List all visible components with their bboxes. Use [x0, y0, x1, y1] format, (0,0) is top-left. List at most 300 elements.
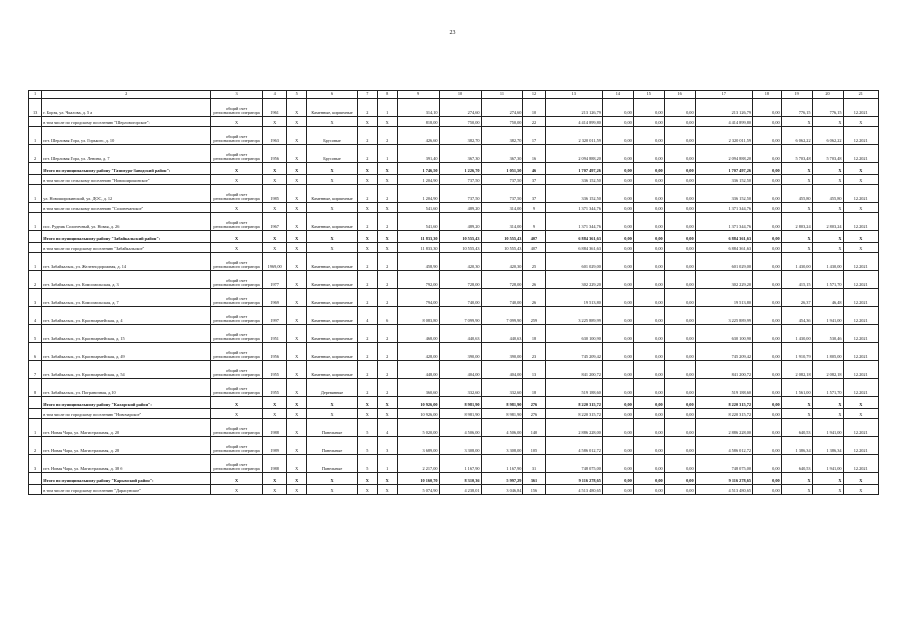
table-cell: 0,00 [753, 419, 782, 437]
table-cell: X [211, 397, 263, 409]
table-cell: X [357, 243, 377, 253]
table-cell: X [287, 145, 307, 163]
table-cell: X [287, 99, 307, 117]
table-cell: 5 [357, 437, 377, 455]
table-cell: X [287, 231, 307, 243]
table-cell: 750,00 [481, 117, 523, 127]
table-cell: 10 [523, 99, 545, 117]
table-cell: Каменные, кирпичные [307, 289, 358, 307]
table-cell: 489,20 [439, 203, 481, 213]
table-cell: 0,00 [633, 213, 664, 231]
table-cell: X [812, 231, 843, 243]
subtotal-row [29, 243, 879, 253]
table-cell: X [377, 163, 397, 175]
table-cell: 4 513 480,65 [545, 485, 602, 495]
table-cell: общий счет регионального оператора [211, 361, 263, 379]
table-cell: 0,00 [633, 473, 664, 485]
table-cell: ул. Новоширокинский, ул. ДОС, д. 12 [42, 185, 211, 203]
table-cell: 8 220 315,72 [695, 409, 752, 419]
total-row [29, 397, 879, 409]
table-cell: X [357, 175, 377, 185]
table-cell: 0,00 [633, 117, 664, 127]
table-cell: 2 803,24 [812, 213, 843, 231]
table-cell: X [211, 231, 263, 243]
table-cell: 13 [29, 99, 42, 117]
table-cell: 2 082,18 [781, 361, 812, 379]
table-cell: 1988 [263, 455, 287, 473]
table-cell: 22 [523, 117, 545, 127]
table-cell: 0,00 [602, 307, 633, 325]
table-cell: X [781, 243, 812, 253]
table-row [29, 145, 879, 163]
table-cell: 630 100,90 [545, 325, 602, 343]
table-cell: 9 [523, 203, 545, 213]
table-cell: X [357, 231, 377, 243]
table-cell: 12.2021 [843, 325, 879, 343]
table-cell: пгт. Забайкальск, ул. Красноармейская, д. 49 [42, 343, 211, 361]
table-cell: Брусовые [307, 127, 358, 145]
table-cell: 0,00 [664, 379, 695, 397]
table-cell: 737,50 [481, 185, 523, 203]
table-cell: 0,00 [753, 213, 782, 231]
table-row [29, 361, 879, 379]
table-cell: X [843, 117, 879, 127]
column-number-cell: 2 [42, 91, 211, 99]
table-cell: 314,10 [397, 99, 439, 117]
table-cell: 1951 [263, 325, 287, 343]
table-cell: 259 [523, 307, 545, 325]
table-cell: 3 [29, 455, 42, 473]
table-cell: 12.2021 [843, 437, 879, 455]
table-cell: 10 926,00 [397, 397, 439, 409]
table-cell: общий счет регионального оператора [211, 127, 263, 145]
table-cell: 1956 [263, 343, 287, 361]
table-cell: 407 [523, 243, 545, 253]
table-cell: 0,00 [633, 397, 664, 409]
table-cell: 0,00 [664, 243, 695, 253]
table-cell: X [812, 409, 843, 419]
table-cell: X [377, 203, 397, 213]
table-cell: 2 320 011,59 [545, 127, 602, 145]
table-cell: 0,00 [633, 379, 664, 397]
table-cell: 5 [357, 419, 377, 437]
table-row [29, 343, 879, 361]
table-cell: 274,60 [481, 99, 523, 117]
table-cell: 0,00 [753, 473, 782, 485]
table-cell: 2 [377, 325, 397, 343]
table-cell: 10 555,43 [439, 243, 481, 253]
table-cell: пгт. Забайкальск, ул. Железнодорожная, д. 14 [42, 253, 211, 271]
table-cell: X [211, 409, 263, 419]
table-cell: 0,00 [602, 117, 633, 127]
table-cell: 1 051,50 [481, 163, 523, 175]
table-row [29, 455, 879, 473]
table-cell: 213 126,79 [695, 99, 752, 117]
table-cell: 0,00 [633, 343, 664, 361]
table-cell: X [211, 175, 263, 185]
table-cell: 0,00 [633, 437, 664, 455]
table-cell: X [377, 117, 397, 127]
table-cell: 415,15 [781, 271, 812, 289]
table-cell [29, 203, 42, 213]
table-cell: пгт. Забайкальск, ул. Красноармейская, д. 54 [42, 361, 211, 379]
table-cell: X [377, 473, 397, 485]
table-cell: 0,00 [753, 127, 782, 145]
table-cell: X [263, 473, 287, 485]
table-cell: 1977 [263, 271, 287, 289]
table-cell: Панельные [307, 437, 358, 455]
table-cell: 601 029,00 [545, 253, 602, 271]
table-cell: 2 [357, 99, 377, 117]
table-cell: 2 082,18 [812, 361, 843, 379]
table-cell: 0,00 [633, 185, 664, 203]
table-cell: 16 [523, 145, 545, 163]
table-cell: пгт. Новая Чара, ул. Магистральная, д. 38 б [42, 455, 211, 473]
table-cell: 2 [377, 379, 397, 397]
table-cell: 1 [29, 213, 42, 231]
table-cell: X [287, 437, 307, 455]
table-cell: 519 188,60 [695, 379, 752, 397]
table-cell: X [357, 203, 377, 213]
table-cell: 314,00 [481, 213, 523, 231]
table-cell: 274,60 [439, 99, 481, 117]
table-cell: 8 981,90 [439, 397, 481, 409]
table-cell: 5 [29, 325, 42, 343]
table-cell: 0,00 [633, 325, 664, 343]
table-cell: 0,00 [602, 437, 633, 455]
table-cell: 440,63 [481, 325, 523, 343]
table-cell: 4 414 899,80 [545, 117, 602, 127]
table-cell [29, 117, 42, 127]
table-cell: 818,00 [397, 117, 439, 127]
table-cell: X [263, 409, 287, 419]
table-cell: 1 571,70 [812, 271, 843, 289]
column-number-cell: 16 [664, 91, 695, 99]
table-cell: 19 513,80 [545, 289, 602, 307]
table-cell: 0,00 [602, 213, 633, 231]
table-cell: 1 746,50 [397, 163, 439, 175]
table-cell: X [287, 213, 307, 231]
column-number-cell: 14 [602, 91, 633, 99]
table-cell: 601 029,00 [695, 253, 752, 271]
table-cell: 6 062,22 [781, 127, 812, 145]
table-cell: X [287, 185, 307, 203]
table-cell: 0,00 [753, 231, 782, 243]
table-cell: 18 [523, 325, 545, 343]
column-number-cell: 7 [357, 91, 377, 99]
table-row [29, 437, 879, 455]
table-cell: 12.2021 [843, 307, 879, 325]
table-cell: 0,00 [664, 271, 695, 289]
table-cell: 3 046,84 [481, 485, 523, 495]
table-cell: 2 [377, 253, 397, 271]
table-cell: 0,00 [664, 361, 695, 379]
table-cell: 1 941,00 [812, 307, 843, 325]
table-cell: X [263, 175, 287, 185]
table-cell: Каменные, кирпичные [307, 99, 358, 117]
table-cell: 0,00 [633, 289, 664, 307]
table-cell: X [287, 419, 307, 437]
table-cell: 0,00 [602, 419, 633, 437]
table-cell: 3 308,00 [481, 437, 523, 455]
table-cell: 792,00 [397, 271, 439, 289]
table-cell: X [812, 117, 843, 127]
table-cell: 2 803,24 [781, 213, 812, 231]
table-cell: Брусовые [307, 145, 358, 163]
table-cell: пгт. Забайкальск, ул. Красноармейская, д. 4 [42, 307, 211, 325]
table-cell: X [287, 307, 307, 325]
table-cell: 1997 [263, 307, 287, 325]
table-cell: X [781, 163, 812, 175]
table-cell: 2 [29, 437, 42, 455]
table-cell: в том числе по сельскому поселению "Солонечанское" [42, 203, 211, 213]
table-cell: 1955 [263, 361, 287, 379]
table-cell: 468,00 [397, 325, 439, 343]
table-cell: X [357, 163, 377, 175]
column-number-cell: 15 [633, 91, 664, 99]
table-cell: 360,60 [397, 379, 439, 397]
table-cell: 31 [523, 455, 545, 473]
table-cell: 336 152,50 [545, 185, 602, 203]
table-cell: 8 220 315,72 [545, 409, 602, 419]
subtotal-row [29, 203, 879, 213]
table-cell: 0,00 [664, 99, 695, 117]
table-cell: 12.2021 [843, 455, 879, 473]
table-cell: 728,00 [481, 271, 523, 289]
table-cell: 3 [377, 437, 397, 455]
table-cell: 2 094 888,20 [695, 145, 752, 163]
table-cell: общий счет регионального оператора [211, 343, 263, 361]
table-cell: 0,00 [602, 409, 633, 419]
table-cell: X [843, 163, 879, 175]
table-cell: 6 884 361,63 [545, 243, 602, 253]
table-cell: 2 886 228,00 [695, 419, 752, 437]
table-cell: 0,00 [664, 325, 695, 343]
column-number-cell: 6 [307, 91, 358, 99]
table-cell: X [287, 203, 307, 213]
table-row [29, 213, 879, 231]
table-cell: 2 [357, 145, 377, 163]
column-number-cell: 10 [439, 91, 481, 99]
column-number-cell: 13 [545, 91, 602, 99]
table-cell: 4 [377, 419, 397, 437]
table-cell: 4 513 480,65 [695, 485, 752, 495]
table-cell: 0,00 [602, 485, 633, 495]
table-cell: X [843, 397, 879, 409]
table-cell: 26 [523, 271, 545, 289]
table-cell: 10 555,43 [481, 231, 523, 243]
table-cell: пгт. Новая Чара, ул. Магистральная, д. 28 [42, 437, 211, 455]
table-cell: 336 152,50 [695, 175, 752, 185]
table-cell: 10 555,43 [439, 231, 481, 243]
table-cell: 0,00 [664, 185, 695, 203]
table-cell: 12.2021 [843, 99, 879, 117]
table-cell: 2 [377, 213, 397, 231]
table-cell: 6 884 361,63 [545, 231, 602, 243]
table-cell: 4 586 012,72 [695, 437, 752, 455]
table-cell: 367,30 [439, 145, 481, 163]
table-cell: 0,00 [602, 379, 633, 397]
table-cell: 0,00 [753, 117, 782, 127]
table-cell: 530,46 [812, 325, 843, 343]
table-cell: 391,40 [397, 145, 439, 163]
table-cell: X [263, 117, 287, 127]
column-number-cell: 3 [211, 91, 263, 99]
table-cell: 0,00 [753, 271, 782, 289]
table-cell: пгт. Забайкальск, ул. Комсомольская, д. 7 [42, 289, 211, 307]
table-cell: 3 225 889,99 [545, 307, 602, 325]
table-cell: 37 [523, 185, 545, 203]
table-cell: X [843, 473, 879, 485]
table-cell: 0,00 [602, 253, 633, 271]
table-cell: 0,00 [753, 185, 782, 203]
table-cell: X [812, 243, 843, 253]
table-cell: 0,00 [664, 397, 695, 409]
table-cell: 0,00 [633, 271, 664, 289]
table-cell: X [287, 163, 307, 175]
table-cell: 332,60 [481, 379, 523, 397]
table-cell: X [781, 473, 812, 485]
table-cell: 382,70 [439, 127, 481, 145]
table-cell: 0,00 [602, 231, 633, 243]
table-cell: 1 371 344,76 [545, 213, 602, 231]
table-cell: 1 [29, 127, 42, 145]
table-cell: X [263, 397, 287, 409]
table-cell: 630 100,90 [695, 325, 752, 343]
table-cell: X [307, 231, 358, 243]
table-cell: Каменные, кирпичные [307, 307, 358, 325]
table-cell: общий счет регионального оператора [211, 271, 263, 289]
table-cell: X [211, 473, 263, 485]
table-cell: 794,00 [397, 289, 439, 307]
table-cell: 4 414 899,80 [695, 117, 752, 127]
table-cell: в том числе по городскому поселению "Шерловогорское": [42, 117, 211, 127]
table-cell: 2 [357, 271, 377, 289]
table-cell: 10 926,00 [397, 409, 439, 419]
table-cell: г. Борзя, ул. Чкалова, д. 5 а [42, 99, 211, 117]
table-cell: 0,00 [753, 99, 782, 117]
table-cell: 18 [523, 379, 545, 397]
table-cell: 46 [523, 163, 545, 175]
table-cell: X [812, 397, 843, 409]
table-cell: X [843, 409, 879, 419]
table-cell: 745 209,42 [545, 343, 602, 361]
table-cell: 740,00 [439, 289, 481, 307]
table-cell: пос. Рудник Солонечный, ул. Новая, д. 26 [42, 213, 211, 231]
table-cell: X [812, 203, 843, 213]
table-cell: 541,60 [397, 203, 439, 213]
table-cell: X [781, 231, 812, 243]
table-cell: 8 981,90 [481, 397, 523, 409]
column-number-cell: 8 [377, 91, 397, 99]
table-cell: X [307, 397, 358, 409]
table-cell: 2 094 888,20 [545, 145, 602, 163]
table-cell: Панельные [307, 455, 358, 473]
table-cell: 9 116 278,65 [545, 473, 602, 485]
table-cell: 3 [29, 289, 42, 307]
table-cell: 1 371 344,76 [545, 203, 602, 213]
table-cell: 5 020,00 [397, 419, 439, 437]
table-cell: X [357, 473, 377, 485]
table-cell: Каменные, кирпичные [307, 361, 358, 379]
column-number-row [29, 91, 879, 99]
table-cell: 8 310,36 [439, 473, 481, 485]
table-cell: 1988 [263, 419, 287, 437]
subtotal-row [29, 409, 879, 419]
table-cell [29, 231, 42, 243]
table-cell [29, 409, 42, 419]
table-cell: 4 506,00 [481, 419, 523, 437]
table-cell: 26,37 [781, 289, 812, 307]
table-cell: 1 941,00 [812, 455, 843, 473]
table-cell: 1969,00 [263, 253, 287, 271]
table-cell: 8 220 315,72 [695, 397, 752, 409]
table-cell: 314,00 [481, 203, 523, 213]
table-cell: 0,00 [753, 485, 782, 495]
table-cell: Панельные [307, 419, 358, 437]
table-row [29, 289, 879, 307]
table-row [29, 253, 879, 271]
table-cell: X [287, 325, 307, 343]
table-cell: 0,00 [753, 289, 782, 307]
table-cell: 1961 [263, 99, 287, 117]
table-cell: 12.2021 [843, 145, 879, 163]
table-cell: X [307, 473, 358, 485]
table-cell: 0,00 [602, 163, 633, 175]
register-table [28, 90, 879, 495]
column-number-cell: 21 [843, 91, 879, 99]
subtotal-row [29, 117, 879, 127]
table-cell: 2 [357, 325, 377, 343]
column-number-cell: 4 [263, 91, 287, 99]
table-cell: 1 430,00 [812, 253, 843, 271]
table-cell: 2 [357, 343, 377, 361]
table-cell: 1963 [263, 127, 287, 145]
table-cell: 748 075,00 [545, 455, 602, 473]
table-cell: 0,00 [753, 343, 782, 361]
table-cell: 382,70 [481, 127, 523, 145]
table-cell: X [211, 163, 263, 175]
table-cell: 5 703,48 [812, 145, 843, 163]
table-cell: 2 [377, 185, 397, 203]
table-cell: 3 308,00 [439, 437, 481, 455]
table-cell: 1 386,34 [812, 437, 843, 455]
table-cell: 0,00 [753, 437, 782, 455]
table-cell: 0,00 [633, 203, 664, 213]
table-cell: 4 238,01 [439, 485, 481, 495]
table-cell: 2 [357, 379, 377, 397]
table-cell: 1 571,70 [812, 379, 843, 397]
table-cell: 8 [29, 379, 42, 397]
table-cell: 1955 [263, 379, 287, 397]
table-cell: 0,00 [602, 397, 633, 409]
table-cell: 0,00 [664, 485, 695, 495]
table-cell: 0,00 [633, 419, 664, 437]
table-cell: 0,00 [664, 253, 695, 271]
table-cell: X [211, 485, 263, 495]
table-cell: 0,00 [753, 307, 782, 325]
table-cell: 0,00 [602, 185, 633, 203]
table-cell: 2 [357, 289, 377, 307]
page-number: 23 [449, 30, 456, 36]
table-cell: 0,00 [753, 409, 782, 419]
table-cell: 841 200,72 [695, 361, 752, 379]
table-cell: 541,60 [397, 213, 439, 231]
table-cell: 0,00 [664, 213, 695, 231]
table-body [29, 91, 879, 495]
table-cell: 361 [523, 473, 545, 485]
table-cell [29, 243, 42, 253]
